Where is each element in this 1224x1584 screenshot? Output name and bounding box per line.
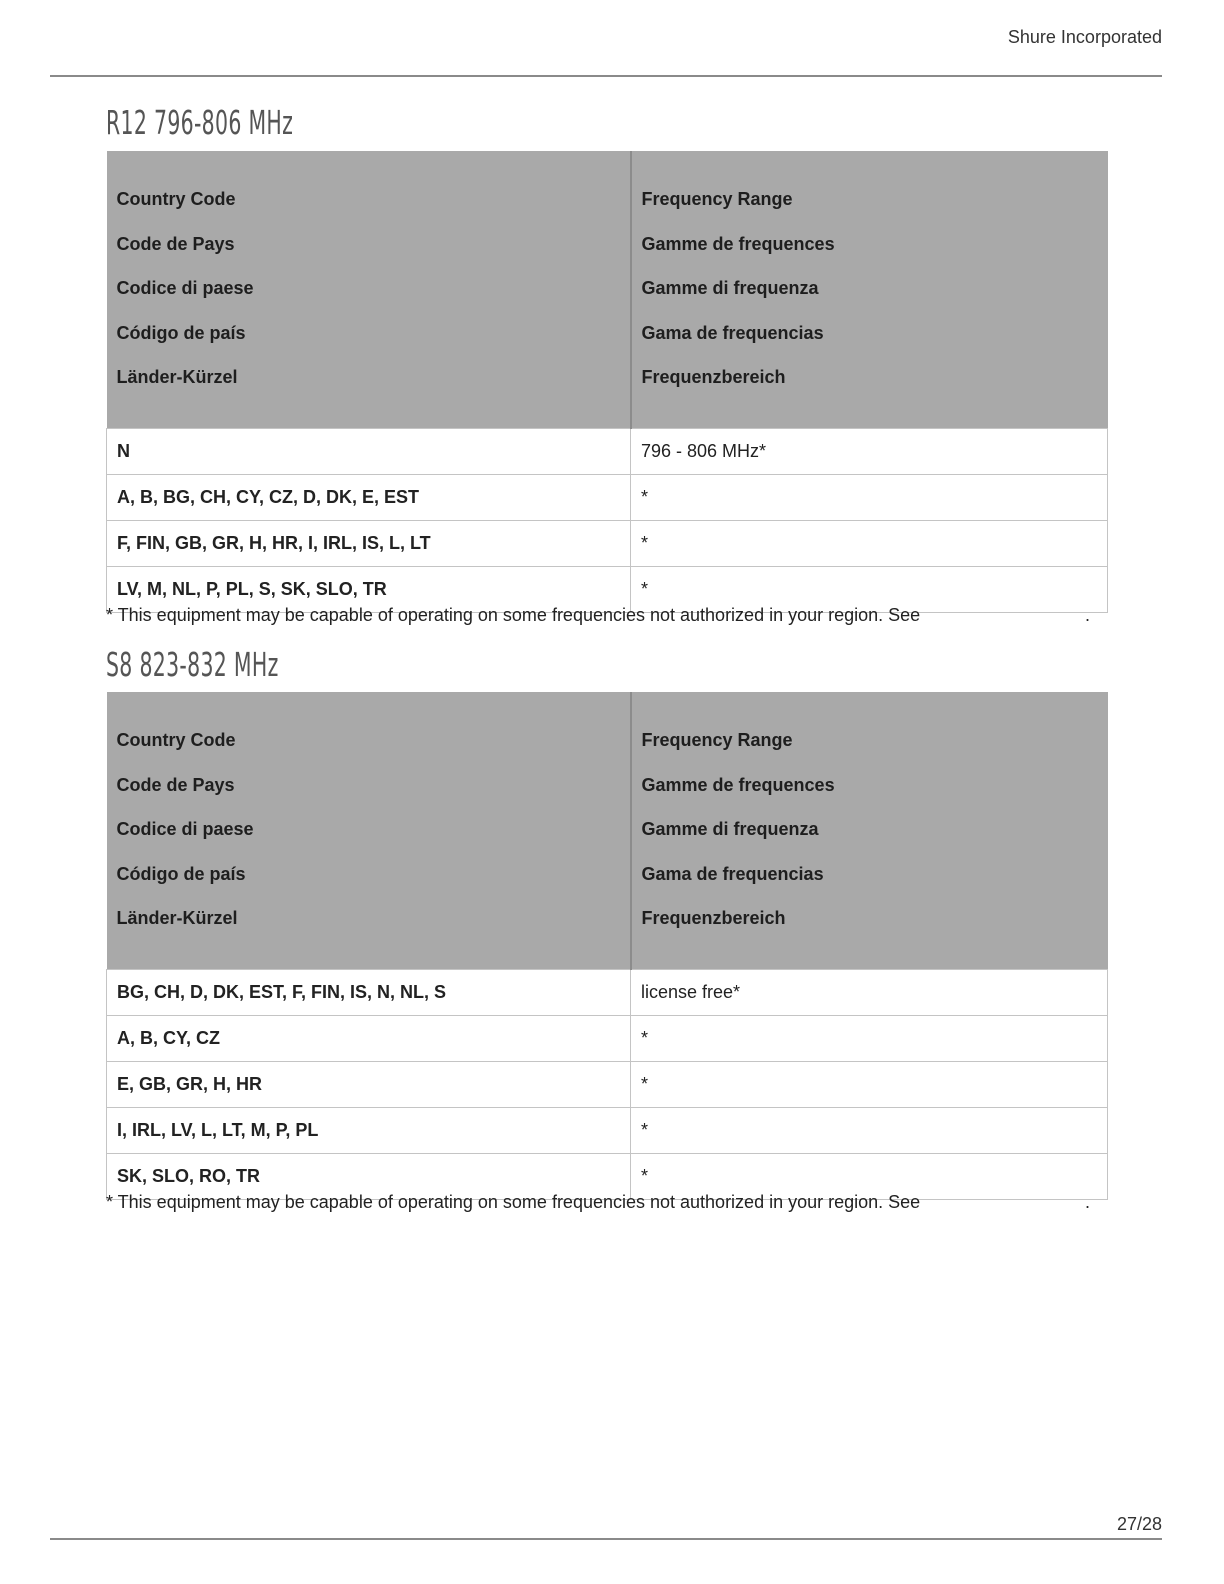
- company-name: Shure Incorporated: [1007, 27, 1162, 47]
- frequency-range-cell: *: [631, 1015, 1108, 1061]
- footnote-text: * This equipment may be capable of operating on some frequencies not authorized in your region. See: [106, 1192, 921, 1212]
- footnote-r12: [106, 605, 1096, 626]
- header-label: Country Code: [116, 730, 236, 750]
- frequency-range-cell: 796 - 806 MHz*: [631, 428, 1108, 474]
- country-codes-cell: A, B, CY, CZ: [107, 1015, 631, 1061]
- header-label: Código de país: [116, 863, 246, 884]
- footnote-end: .: [1084, 605, 1090, 625]
- frequency-range-cell: license free*: [631, 969, 1108, 1015]
- country-codes-cell: N: [107, 428, 631, 474]
- page-number: 27/28: [1116, 1514, 1162, 1534]
- country-codes-cell: I, IRL, LV, L, LT, M, P, PL: [107, 1107, 631, 1153]
- country-codes-cell: BG, CH, D, DK, EST, F, FIN, IS, N, NL, S: [107, 969, 631, 1015]
- header-label: Gamme de frequences: [641, 774, 835, 795]
- table-row: [107, 1015, 1108, 1061]
- frequency-range-cell: *: [631, 1107, 1108, 1153]
- table-header-row: [107, 151, 1108, 428]
- frequency-range-header: [631, 692, 1108, 969]
- header-label: Länder-Kürzel: [116, 367, 238, 387]
- header-label: Frequenzbereich: [641, 908, 786, 928]
- header-label: Code de Pays: [116, 233, 235, 254]
- country-codes-cell: A, B, BG, CH, CY, CZ, D, DK, E, EST: [107, 474, 631, 520]
- table-row: [107, 1107, 1108, 1153]
- header-label: Länder-Kürzel: [116, 908, 238, 928]
- table-row: [107, 474, 1108, 520]
- country-code-header: [107, 151, 631, 428]
- table-row: [107, 520, 1108, 566]
- country-codes-cell: F, FIN, GB, GR, H, HR, I, IRL, IS, L, LT: [107, 520, 631, 566]
- table-row: [107, 428, 1108, 474]
- table-header-row: [107, 692, 1108, 969]
- table-row: [107, 1061, 1108, 1107]
- header-label: Frequency Range: [641, 189, 793, 209]
- country-codes-cell: E, GB, GR, H, HR: [107, 1061, 631, 1107]
- country-code-header: [107, 692, 631, 969]
- frequency-range-cell: *: [631, 566, 1108, 612]
- header-label: Code de Pays: [116, 774, 235, 795]
- country-codes-cell: SK, SLO, RO, TR: [107, 1153, 631, 1199]
- header-label: Frequenzbereich: [641, 367, 786, 387]
- frequency-range-cell: *: [631, 474, 1108, 520]
- frequency-table-r12: [106, 151, 1108, 613]
- frequency-table-s8: [106, 692, 1108, 1200]
- frequency-range-cell: *: [631, 1153, 1108, 1199]
- frequency-range-header: [631, 151, 1108, 428]
- page-header: [50, 0, 1162, 77]
- footnote-s8: [106, 1192, 1096, 1213]
- table-row: [107, 969, 1108, 1015]
- header-label: Gama de frequencias: [641, 322, 824, 343]
- header-label: Gama de frequencias: [641, 863, 824, 884]
- header-label: Country Code: [116, 189, 236, 209]
- header-label: Código de país: [116, 322, 246, 343]
- header-label: Gamme di frequenza: [641, 819, 819, 839]
- footnote-text: * This equipment may be capable of operating on some frequencies not authorized in your region. See: [106, 605, 921, 625]
- footnote-end: .: [1084, 1192, 1090, 1212]
- frequency-range-cell: *: [631, 1061, 1108, 1107]
- frequency-range-cell: *: [631, 520, 1108, 566]
- country-codes-cell: LV, M, NL, P, PL, S, SK, SLO, TR: [107, 566, 631, 612]
- header-label: Frequency Range: [641, 730, 793, 750]
- header-label: Codice di paese: [116, 819, 254, 839]
- section-title-s8: S8 823-832 MHz: [106, 645, 279, 684]
- header-label: Codice di paese: [116, 278, 254, 298]
- header-label: Gamme di frequenza: [641, 278, 819, 298]
- header-label: Gamme de frequences: [641, 233, 835, 254]
- page-footer-rule: [50, 1538, 1162, 1540]
- section-title-r12: R12 796-806 MHz: [106, 103, 294, 142]
